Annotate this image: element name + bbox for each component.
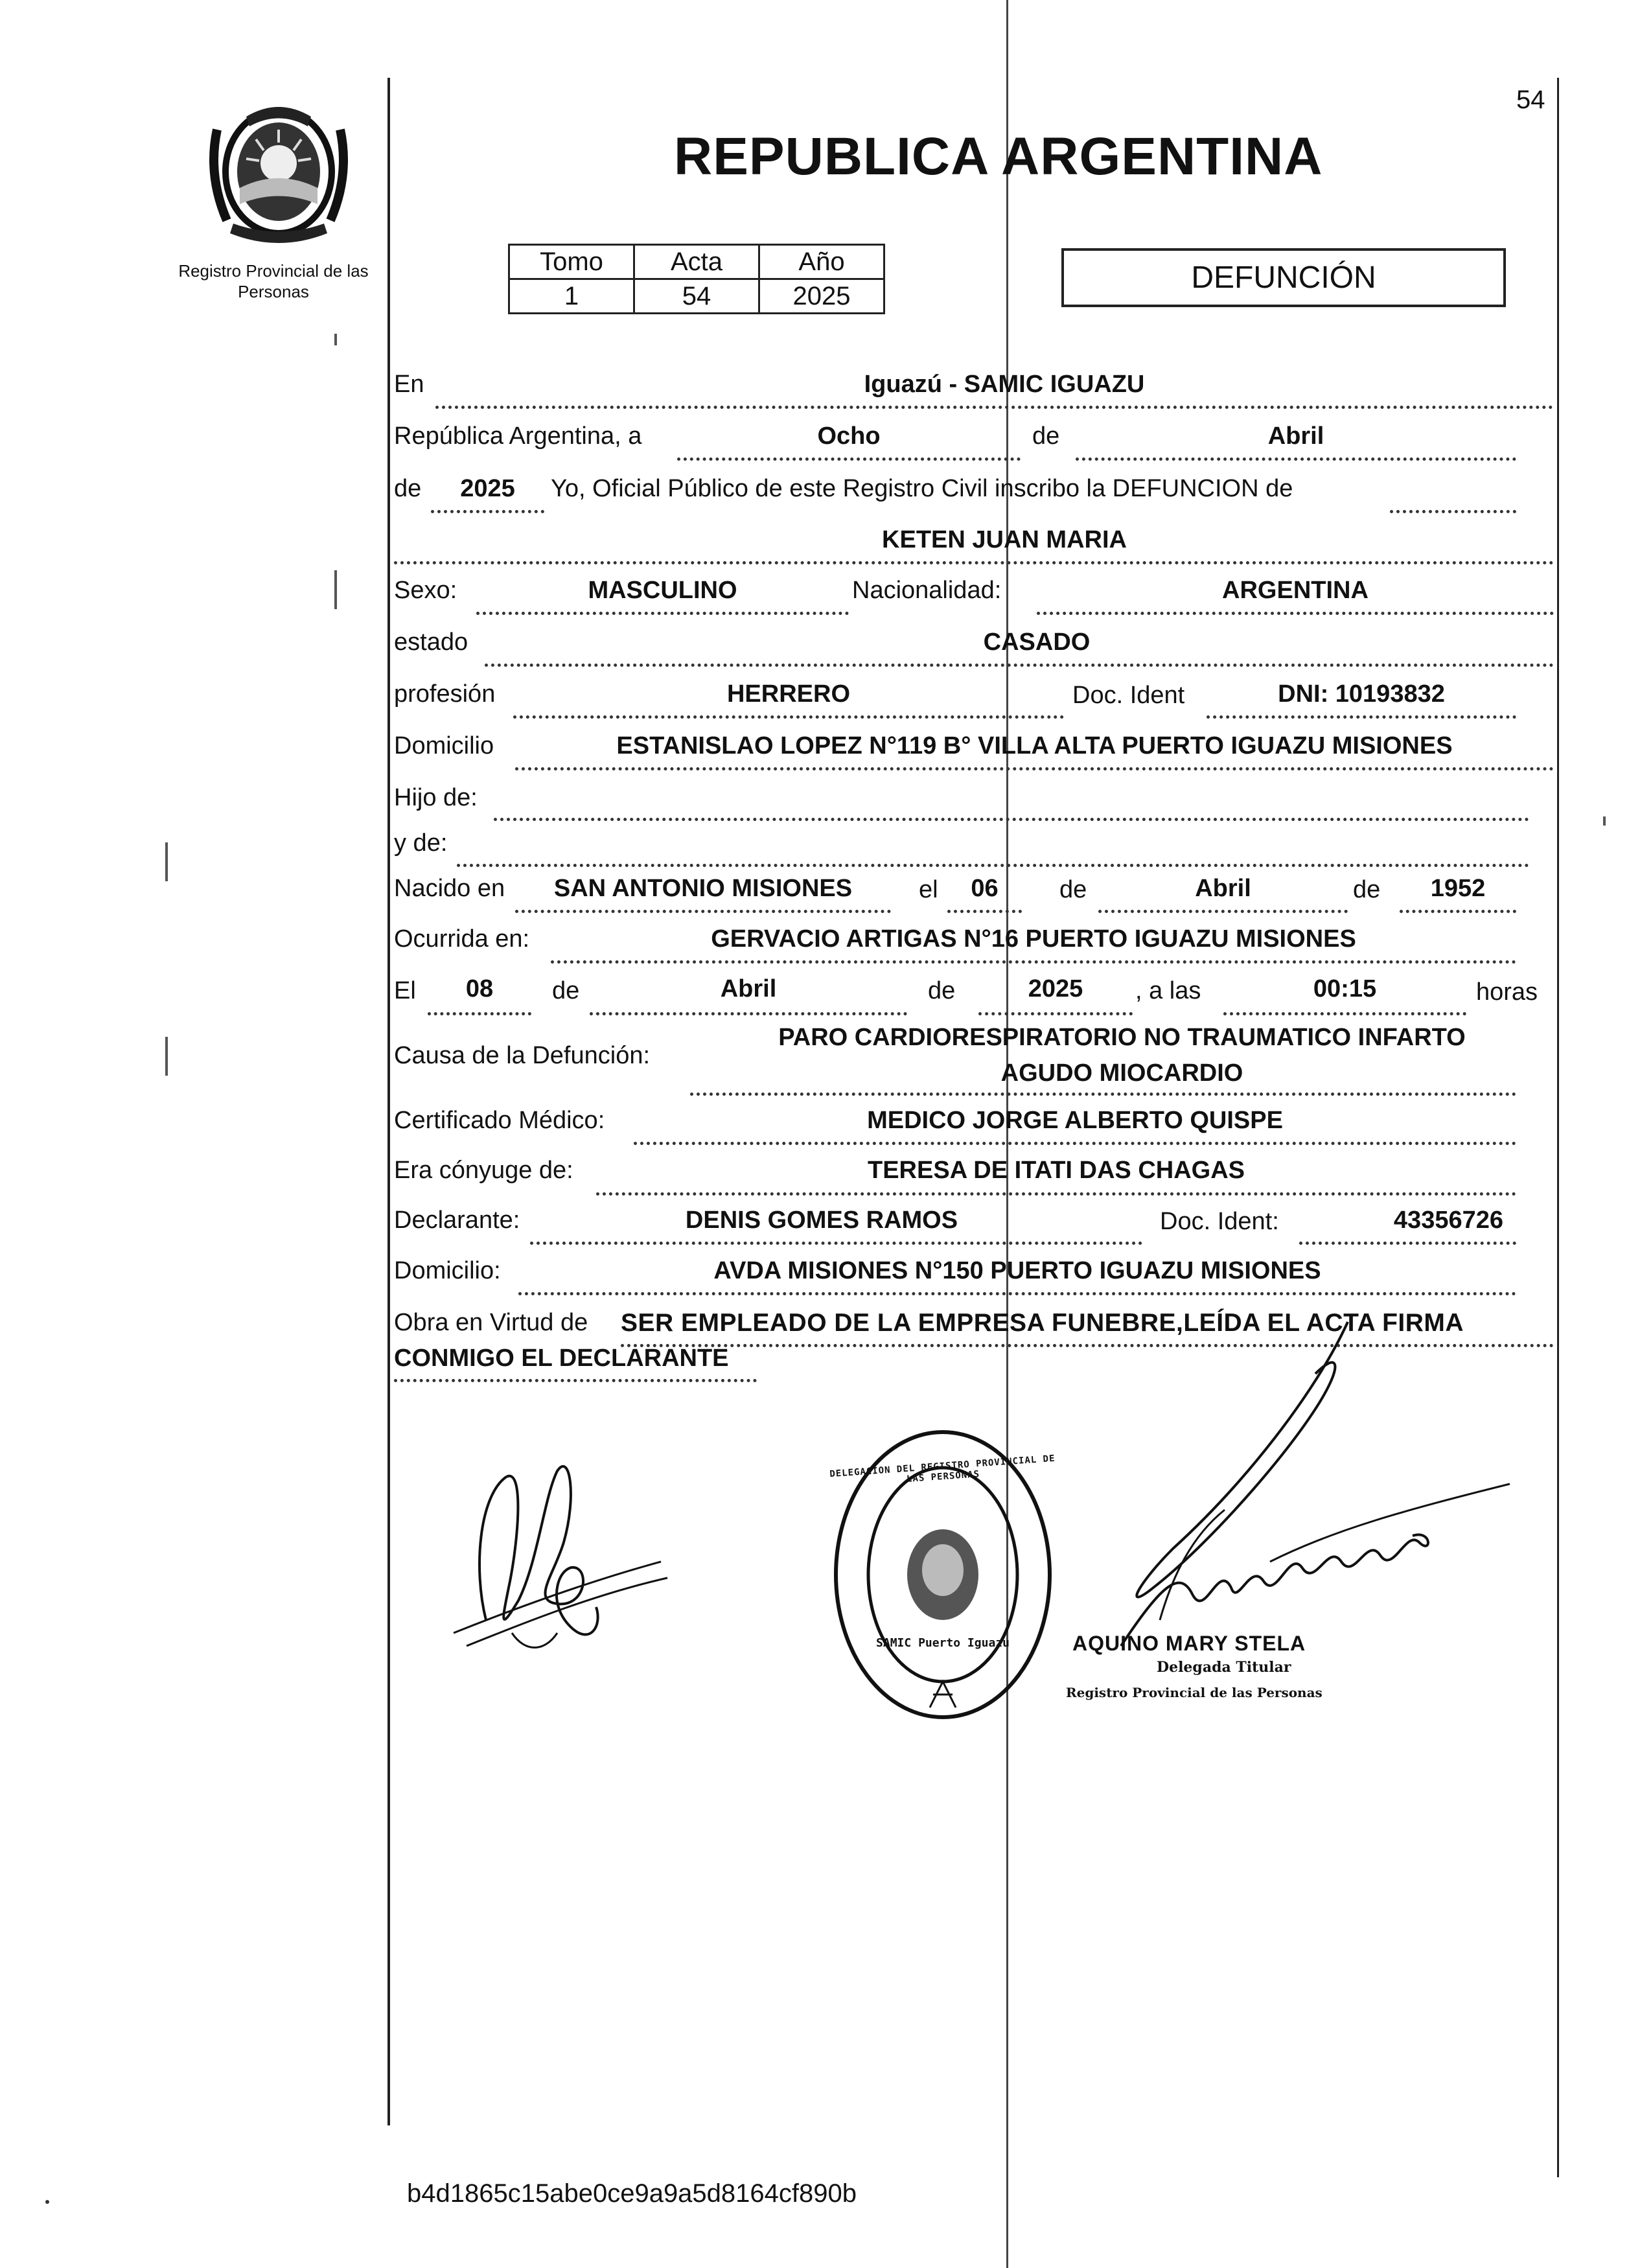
scan-speck: [334, 570, 337, 609]
year-label: de: [394, 475, 422, 502]
en-label: En: [394, 371, 424, 398]
declarant-signature: [447, 1439, 680, 1672]
death-de2: de: [928, 977, 956, 1004]
doc-label: Doc. Ident: [1072, 682, 1185, 709]
nacionalidad-line: [1037, 612, 1554, 615]
conyuge-label: Era cónyuge de:: [394, 1157, 573, 1184]
officer-title: Delegada Titular: [1157, 1659, 1291, 1676]
hijo-label: Hijo de:: [394, 784, 478, 811]
nacionalidad-value: ARGENTINA: [1222, 577, 1369, 604]
declarante-line: [530, 1242, 1142, 1245]
death-day: 08: [465, 975, 494, 1002]
birth-month: Abril: [1195, 875, 1251, 902]
death-de1: de: [552, 977, 580, 1004]
domicilio-value: ESTANISLAO LOPEZ N°119 B° VILLA ALTA PUERTO IGUAZU MISIONES: [616, 732, 1453, 759]
el-label: el: [919, 876, 938, 903]
year-value: 2025: [460, 475, 515, 502]
sexo-line: [476, 612, 849, 615]
name-line: [394, 561, 1554, 564]
officer-signature: [1043, 1315, 1529, 1659]
death-time-line: [1223, 1012, 1466, 1015]
anio-value: 2025: [759, 279, 884, 314]
declarante-label: Declarante:: [394, 1207, 520, 1234]
acta-header: Acta: [634, 245, 759, 279]
acta-value: 54: [634, 279, 759, 314]
ocurrida-value: GERVACIO ARTIGAS N°16 PUERTO IGUAZU MISIONES: [711, 925, 1356, 953]
tomo-header: Tomo: [509, 245, 634, 279]
obra-value2: CONMIGO EL DECLARANTE: [394, 1345, 729, 1372]
hijo-line: [494, 818, 1529, 821]
profesion-label: profesión: [394, 680, 496, 708]
dom2-line: [518, 1292, 1516, 1295]
year-line: [431, 510, 544, 513]
scan-speck: [165, 842, 168, 881]
scan-speck: [1603, 816, 1606, 826]
nacido-label: Nacido en: [394, 875, 505, 902]
de-label: de: [1032, 422, 1060, 450]
doc-value: DNI: 10193832: [1278, 680, 1445, 708]
officer-name: AQUINO MARY STELA: [1072, 1632, 1306, 1655]
sexo-value: MASCULINO: [588, 577, 737, 604]
dom2-label: Domicilio:: [394, 1257, 501, 1284]
registry-name: Registro Provincial de las Personas: [178, 261, 369, 301]
obra-value1: SER EMPLEADO DE LA EMPRESA FUNEBRE,LEÍDA EL ACTA FIRMA: [621, 1309, 1464, 1337]
document-title: REPUBLICA ARGENTINA: [674, 127, 1323, 186]
record-type-box: DEFUNCIÓN: [1061, 248, 1506, 307]
alas-label: , a las: [1135, 977, 1201, 1004]
death-day-line: [428, 1012, 531, 1015]
en-line: [435, 406, 1553, 409]
document-hash: b4d1865c15abe0ce9a9a5d8164cf890b: [407, 2179, 857, 2208]
doc2-line: [1299, 1242, 1516, 1245]
nacido-value: SAN ANTONIO MISIONES: [553, 875, 853, 902]
rep-label: República Argentina, a: [394, 422, 642, 450]
province-coat-of-arms: [201, 91, 356, 249]
scan-speck: [45, 2200, 49, 2204]
nacido-line: [515, 910, 891, 913]
obra-label: Obra en Virtud de: [394, 1309, 588, 1336]
estado-line: [485, 664, 1554, 667]
cert-value: MEDICO JORGE ALBERTO QUISPE: [867, 1107, 1283, 1134]
stamp-center-text: SAMIC Puerto Iguazu: [876, 1636, 1010, 1650]
doc2-value: 43356726: [1393, 1207, 1503, 1234]
conyuge-line: [596, 1192, 1516, 1196]
cert-label: Certificado Médico:: [394, 1107, 605, 1134]
death-month-line: [590, 1012, 907, 1015]
birth-month-line: [1098, 910, 1348, 913]
nacionalidad-label: Nacionalidad:: [852, 577, 1002, 604]
month-text: Abril: [1267, 422, 1324, 450]
doc2-label: Doc. Ident:: [1160, 1208, 1279, 1235]
statement-text: Yo, Oficial Público de este Registro Civil inscribo la DEFUNCION de: [551, 475, 1293, 502]
death-month: Abril: [720, 975, 777, 1002]
ocurrida-line: [551, 960, 1516, 964]
horas-label: horas: [1476, 978, 1538, 1006]
death-year-line: [978, 1012, 1133, 1015]
stamp-ring-text: DELEGACION DEL REGISTRO PROVINCIAL DE LAS PERSONAS: [829, 1453, 1056, 1485]
declarante-value: DENIS GOMES RAMOS: [685, 1207, 958, 1234]
birth-de2: de: [1353, 876, 1381, 903]
yde-line: [457, 864, 1529, 867]
day-line: [677, 457, 1021, 461]
el2-label: El: [394, 977, 416, 1004]
birth-de1: de: [1059, 876, 1087, 903]
yde-label: y de:: [394, 829, 448, 857]
domicilio-label: Domicilio: [394, 732, 494, 759]
doc-line: [1207, 715, 1516, 719]
month-line: [1076, 457, 1516, 461]
dom2-value: AVDA MISIONES N°150 PUERTO IGUAZU MISIONES: [713, 1257, 1321, 1284]
birth-year-line: [1400, 910, 1516, 913]
record-index-table: [508, 244, 885, 314]
profesion-value: HERRERO: [726, 680, 851, 708]
profesion-line: [513, 715, 1064, 719]
right-margin-line: [1557, 78, 1559, 2177]
statement-tail-line: [1390, 510, 1516, 513]
sexo-label: Sexo:: [394, 577, 457, 604]
death-year: 2025: [1028, 975, 1083, 1002]
official-stamp: [826, 1422, 1059, 1727]
scan-speck: [334, 334, 337, 345]
en-value: Iguazú - SAMIC IGUAZU: [864, 371, 1145, 398]
scan-speck: [165, 1037, 168, 1076]
tomo-value: 1: [509, 279, 634, 314]
officer-office: Registro Provincial de las Personas: [1066, 1685, 1323, 1700]
cert-line: [634, 1142, 1516, 1145]
ocurrida-label: Ocurrida en:: [394, 925, 530, 953]
conyuge-value: TERESA DE ITATI DAS CHAGAS: [868, 1157, 1245, 1184]
birth-year: 1952: [1430, 875, 1486, 902]
day-text: Ocho: [817, 422, 881, 450]
causa-line: [690, 1093, 1516, 1096]
obra-line2: [394, 1379, 757, 1382]
estado-value: CASADO: [983, 629, 1091, 656]
domicilio-line: [515, 767, 1554, 770]
causa-line1: PARO CARDIORESPIRATORIO NO TRAUMATICO INFARTO: [778, 1024, 1466, 1051]
estado-label: estado: [394, 629, 468, 656]
page-number: 54: [1516, 86, 1545, 114]
anio-header: Año: [759, 245, 884, 279]
deceased-name: KETEN JUAN MARIA: [882, 526, 1127, 553]
left-margin-line: [387, 78, 390, 2125]
birth-day-line: [947, 910, 1022, 913]
death-time: 00:15: [1313, 975, 1377, 1002]
causa-line2: AGUDO MIOCARDIO: [1000, 1059, 1243, 1087]
causa-label: Causa de la Defunción:: [394, 1042, 651, 1069]
birth-day: 06: [971, 875, 999, 902]
